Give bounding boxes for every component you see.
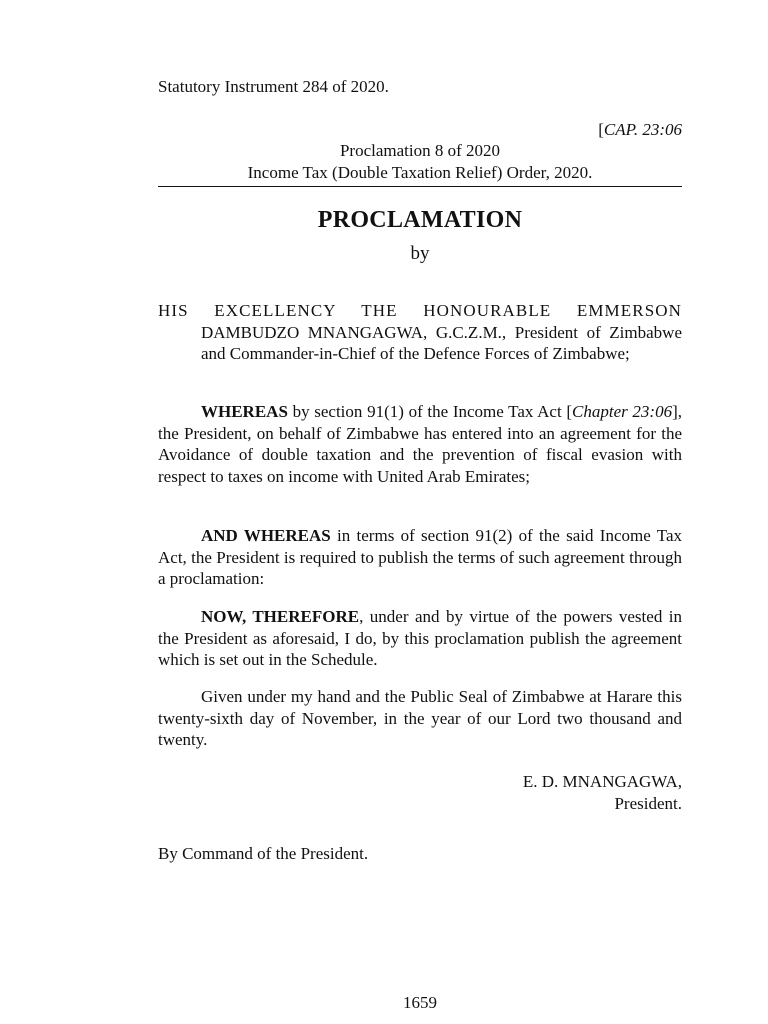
issuer-continuation: DAMBUDZO MNANGAGWA, G.C.Z.M., President of Zimbabwe and Commander-in-Chief of the Defence Forces of Zimbabwe; [201, 322, 682, 363]
header-rule [158, 186, 682, 187]
signatory-name: E. D. MNANGAGWA, [522, 772, 682, 791]
page-number: 1659 [403, 993, 437, 1012]
signature-block [523, 771, 682, 814]
proclamation-heading: PROCLAMATION [317, 207, 523, 233]
and-whereas-lead: AND WHEREAS [201, 526, 331, 545]
and-whereas-text: in terms of section 91(2) of the said Income Tax Act, the President is required to publish the terms of such agreement through a proclamation: [158, 526, 682, 588]
given-paragraph: Given under my hand and the Public Seal of Zimbabwe at Harare this twenty-sixth day of November, in the year of our Lord two thousand and twenty. [158, 687, 682, 749]
cap-number: CAP. 23:06 [603, 120, 682, 139]
whereas-text-b: ], the President, on behalf of Zimbabwe has entered into an agreement for the Avoidance of double taxation and the prevention of fiscal evasion with respect to taxes on income with United Arab Emirates; [158, 402, 682, 486]
whereas-chapter: Chapter 23:06 [572, 402, 673, 421]
now-therefore-paragraph [158, 606, 682, 671]
whereas-paragraph [158, 401, 682, 487]
command-line: By Command of the President. [158, 844, 369, 863]
whereas-text-a: by section 91(1) of the Income Tax Act [ [287, 402, 573, 421]
whereas-lead: WHEREAS [201, 402, 288, 421]
statutory-instrument-line: Statutory Instrument 284 of 2020. [158, 77, 389, 96]
now-therefore-lead: NOW, THEREFORE [201, 607, 360, 626]
order-title: Income Tax (Double Taxation Relief) Order, 2020. [247, 163, 593, 182]
chapter-reference [598, 119, 682, 141]
proclamation-number: Proclamation 8 of 2020 [339, 141, 501, 160]
now-therefore-text: , under and by virtue of the powers vested in the President as aforesaid, I do, by this proclamation publish the agreement which is set out in the Schedule. [158, 607, 682, 669]
by-line: by [410, 243, 430, 264]
issuer-first-line: HIS EXCELLENCY THE HONOURABLE EMMERSON [158, 301, 682, 320]
and-whereas-paragraph [158, 525, 682, 590]
signatory-title: President. [614, 793, 682, 813]
cap-bracket: [ [598, 120, 604, 139]
issuer-block [158, 300, 682, 365]
